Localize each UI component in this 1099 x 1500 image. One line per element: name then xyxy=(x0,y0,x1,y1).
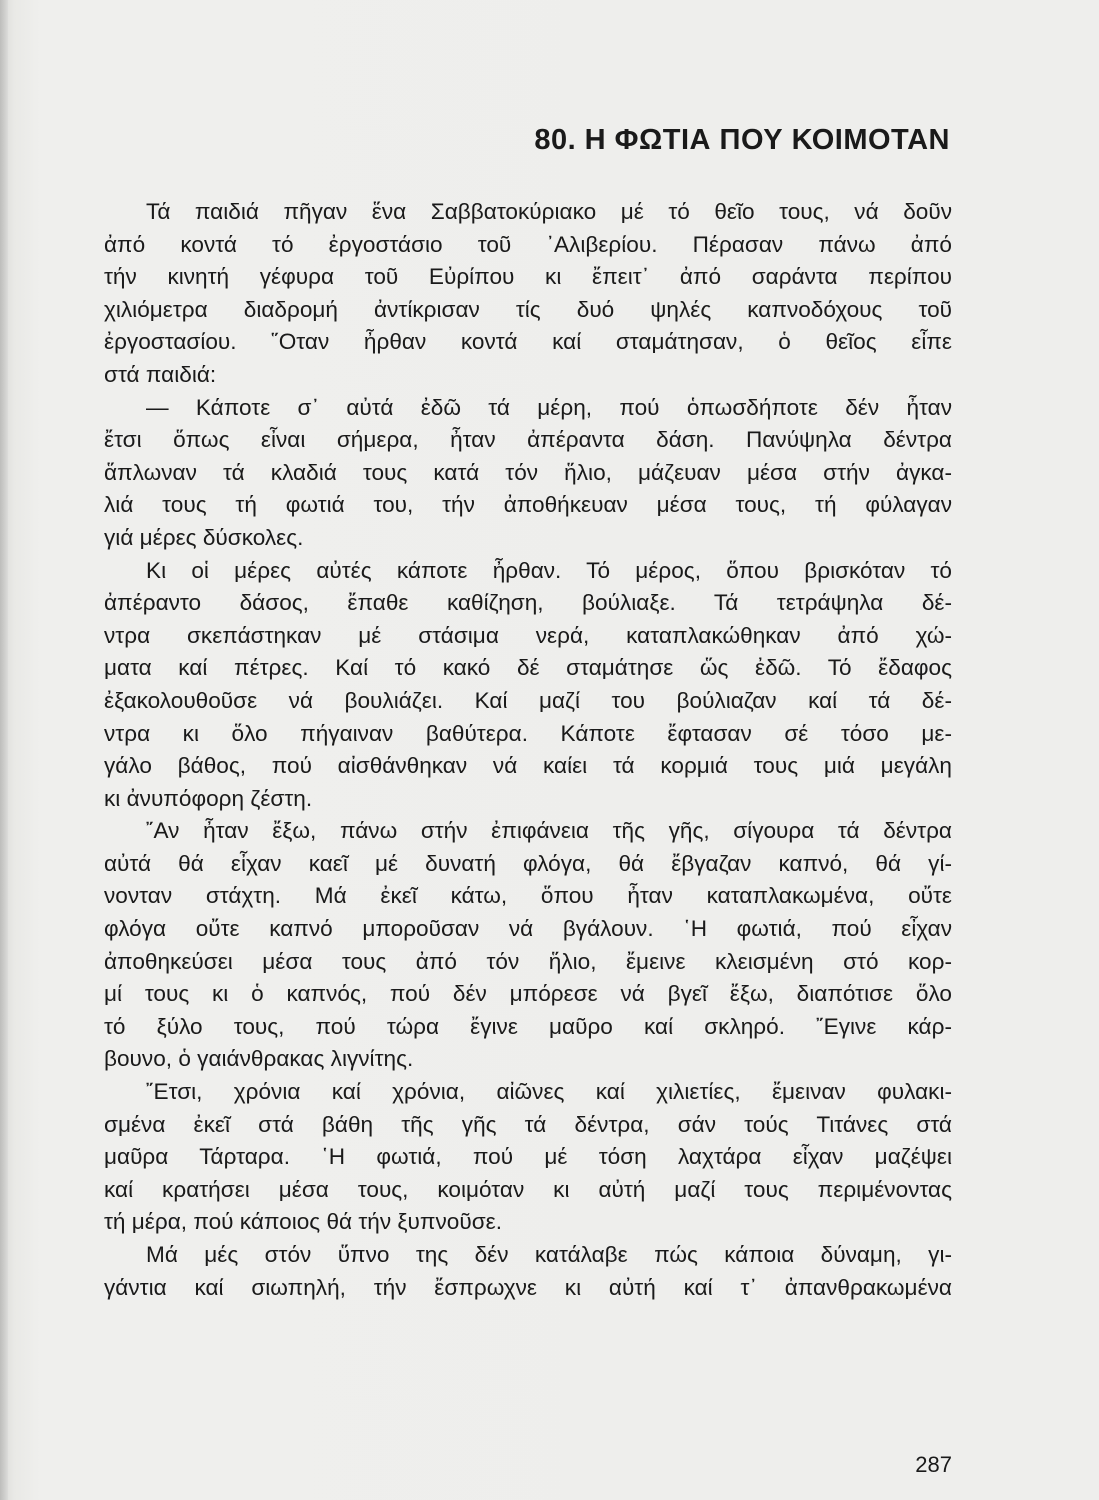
text-line: φλόγα οὔτε καπνό μποροῦσαν νά βγάλουν. ῾Η φωτιά, πού εἶχαν xyxy=(104,916,952,942)
text-line: βουνο, ὁ γαιάνθρακας λιγνίτης. xyxy=(104,1046,414,1072)
text-line: τήν κινητή γέφυρα τοῦ Εὐρίπου κι ἔπειτ᾿ ἀπό σαράντα περίπου xyxy=(104,264,952,290)
text-line: ἔτσι ὅπως εἶναι σήμερα, ἦταν ἀπέραντα δάση. Πανύψηλα δέντρα xyxy=(104,427,952,453)
text-line: γάντια καί σιωπηλή, τήν ἔσπρωχνε κι αὐτή καί τ᾿ ἀπανθρακωμένα xyxy=(104,1274,952,1300)
text-line: χιλιόμετρα διαδρομή ἀντίκρισαν τίς δυό ψηλές καπνοδόχους τοῦ xyxy=(104,296,952,322)
text-line: ῎Αν ἦταν ἔξω, πάνω στήν ἐπιφάνεια τῆς γῆς, σίγουρα τά δέντρα xyxy=(146,818,952,844)
text-line: τό ξύλο τους, πού τώρα ἔγινε μαῦρο καί σκληρό. ῎Εγινε κάρ- xyxy=(104,1013,952,1039)
text-line: Κι οἱ μέρες αὐτές κάποτε ἦρθαν. Τό μέρος, ὅπου βρισκόταν τό xyxy=(146,557,952,583)
text-line: ἀποθηκεύσει μέσα τους ἀπό τόν ἥλιο, ἔμεινε κλεισμένη στό κορ- xyxy=(104,948,952,974)
page-number: 287 xyxy=(915,1452,952,1477)
text-line: στά παιδιά: xyxy=(104,361,217,387)
text-line: τή μέρα, πού κάποιος θά τήν ξυπνοῦσε. xyxy=(104,1209,503,1235)
text-line: Τά παιδιά πῆγαν ἕνα Σαββατοκύριακο μέ τό θεῖο τους, νά δοῦν xyxy=(146,199,952,224)
text-line: αὐτά θά εἶχαν καεῖ μέ δυνατή φλόγα, θά ἔβγαζαν καπνό, θά γί- xyxy=(104,850,952,876)
text-line: μί τους κι ὁ καπνός, πού δέν μπόρεσε νά βγεῖ ἔξω, διαπότισε ὅλο xyxy=(104,981,952,1007)
text-line: γάλο βάθος, πού αἰσθάνθηκαν νά καίει τά κορμιά τους μιά μεγάλη xyxy=(104,753,952,779)
text-line: νονταν στάχτη. Μά ἐκεῖ κάτω, ὅπου ἦταν καταπλακωμένα, οὔτε xyxy=(104,883,952,909)
text-line: λιά τους τή φωτιά του, τήν ἀποθήκευαν μέσα τους, τή φύλαγαν xyxy=(104,492,952,518)
page-binding-edge xyxy=(0,0,8,1500)
text-line: ντρα κι ὅλο πήγαιναν βαθύτερα. Κάποτε ἔφτασαν σέ τόσο με- xyxy=(104,720,952,746)
text-line: γιά μέρες δύσκολες. xyxy=(104,524,304,550)
text-line: ἅπλωναν τά κλαδιά τους κατά τόν ἥλιο, μάζευαν μέσα στήν ἀγκα- xyxy=(104,459,952,485)
text-line: ἐξακολουθοῦσε νά βουλιάζει. Καί μαζί του βούλιαζαν καί τά δέ- xyxy=(104,687,952,713)
text-line: Μά μές στόν ὕπνο της δέν κατάλαβε πώς κάποια δύναμη, γι- xyxy=(146,1242,952,1267)
text-line: ἀπό κοντά τό ἐργοστάσιο τοῦ ᾿Αλιβερίου. Πέρασαν πάνω ἀπό xyxy=(104,231,952,257)
chapter-title: 80. Η ΦΩΤΙΑ ΠΟΥ ΚΟΙΜΟΤΑΝ xyxy=(534,124,950,156)
text-line: ματα καί πέτρες. Καί τό κακό δέ σταμάτησε ὥς ἐδῶ. Τό ἔδαφος xyxy=(104,655,952,681)
text-line: ντρα σκεπάστηκαν μέ στάσιμα νερά, καταπλακώθηκαν ἀπό χώ- xyxy=(104,622,952,648)
text-line: καί κρατήσει μέσα τους, κοιμόταν κι αὐτή μαζί τους περιμένοντας xyxy=(104,1176,952,1202)
text-line: ῎Ετσι, χρόνια καί χρόνια, αἰῶνες καί χιλιετίες, ἔμειναν φυλακι- xyxy=(146,1079,952,1105)
text-line: ἐργοστασίου. ῞Οταν ἦρθαν κοντά καί σταμάτησαν, ὁ θεῖος εἶπε xyxy=(104,329,952,355)
chapter-body xyxy=(104,196,952,1304)
text-line: — Κάποτε σ᾿ αὐτά ἐδῶ τά μέρη, πού ὁπωσδήποτε δέν ἦταν xyxy=(146,394,952,420)
text-line: ἀπέραντο δάσος, ἔπαθε καθίζηση, βούλιαξε. Τά τετράψηλα δέ- xyxy=(104,590,952,616)
text-line: μαῦρα Τάρταρα. ῾Η φωτιά, πού μέ τόση λαχτάρα εἶχαν μαζέψει xyxy=(104,1144,952,1170)
text-line: κι ἀνυπόφορη ζέστη. xyxy=(104,785,313,811)
text-line: σμένα ἐκεῖ στά βάθη τῆς γῆς τά δέντρα, σάν τούς Τιτάνες στά xyxy=(104,1111,952,1137)
